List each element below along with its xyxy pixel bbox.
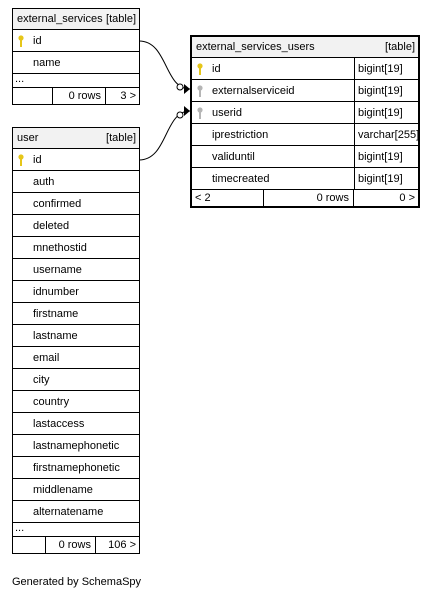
primary-key-icon (197, 63, 203, 75)
column-name: id (33, 35, 42, 47)
column-name: alternatename (33, 506, 104, 518)
table-footer (13, 537, 139, 553)
column-row[interactable] (13, 281, 139, 303)
table-footer (192, 190, 418, 206)
column-row[interactable] (13, 347, 139, 369)
column-row[interactable] (13, 30, 139, 52)
column-row[interactable] (13, 501, 139, 523)
column-row[interactable] (192, 168, 418, 190)
more-columns-ellipsis: ... (13, 74, 139, 88)
table-header[interactable] (192, 37, 418, 58)
table-external-services-users[interactable] (190, 35, 420, 208)
column-type: varchar[255] (354, 124, 418, 146)
row-count: 0 rows (46, 537, 96, 553)
link-user-to-userid (139, 111, 190, 160)
column-name: lastaccess (33, 418, 85, 430)
row-count: 0 rows (53, 88, 106, 104)
column-name: iprestriction (212, 129, 269, 141)
table-user[interactable] (12, 127, 140, 554)
column-name: mnethostid (33, 242, 87, 254)
child-count[interactable]: 3 > (120, 90, 136, 102)
table-external-services[interactable] (12, 8, 140, 105)
row-count: 0 rows (264, 190, 354, 206)
column-row[interactable] (13, 479, 139, 501)
column-row[interactable] (13, 193, 139, 215)
column-name: confirmed (33, 198, 82, 210)
foreign-key-icon (197, 85, 203, 97)
column-name: lastnamephonetic (33, 440, 120, 452)
table-kind: [table] (385, 41, 415, 53)
column-type: bigint[19] (354, 146, 418, 168)
child-count[interactable]: 106 > (108, 539, 136, 551)
column-row[interactable] (13, 52, 139, 74)
child-count[interactable]: 0 > (399, 192, 415, 204)
column-type: bigint[19] (354, 102, 418, 124)
column-name: city (33, 374, 50, 386)
link-external-services-to-externalserviceid (139, 41, 190, 89)
column-name: country (33, 396, 70, 408)
column-name: firstnamephonetic (33, 462, 120, 474)
table-kind: [table] (106, 13, 136, 25)
table-footer (13, 88, 139, 104)
column-row[interactable] (13, 149, 139, 171)
zero-or-one-marker (177, 112, 183, 118)
column-name: middlename (33, 484, 93, 496)
parent-count[interactable]: < 2 (192, 190, 264, 206)
column-name: lastname (33, 330, 78, 342)
column-row[interactable] (13, 435, 139, 457)
table-name: external_services (17, 13, 103, 25)
column-row[interactable] (13, 413, 139, 435)
column-name: idnumber (33, 286, 79, 298)
primary-key-icon (18, 154, 24, 166)
column-name: externalserviceid (212, 85, 295, 97)
column-row[interactable] (192, 124, 418, 146)
column-row[interactable] (192, 58, 418, 80)
table-header[interactable] (13, 128, 139, 149)
column-type: bigint[19] (354, 168, 418, 190)
column-name: validuntil (212, 151, 255, 163)
column-row[interactable] (13, 369, 139, 391)
column-row[interactable] (13, 171, 139, 193)
column-type: bigint[19] (354, 80, 418, 102)
column-row[interactable] (13, 215, 139, 237)
column-row[interactable] (13, 325, 139, 347)
column-name: userid (212, 107, 242, 119)
primary-key-icon (18, 35, 24, 47)
column-name: deleted (33, 220, 70, 232)
foreign-key-icon (197, 107, 203, 119)
column-name: firstname (33, 308, 79, 320)
column-row[interactable] (192, 80, 418, 102)
column-name: name (33, 57, 61, 69)
column-row[interactable] (192, 102, 418, 124)
column-row[interactable] (13, 303, 139, 325)
column-row[interactable] (13, 457, 139, 479)
column-name: auth (33, 176, 55, 188)
more-columns-ellipsis: ... (13, 523, 139, 537)
column-row[interactable] (13, 259, 139, 281)
column-row[interactable] (13, 237, 139, 259)
column-row[interactable] (192, 146, 418, 168)
table-name: external_services_users (196, 41, 315, 53)
generated-by-credit: Generated by SchemaSpy (12, 576, 142, 588)
column-name: email (33, 352, 60, 364)
column-name: timecreated (212, 173, 270, 185)
column-name: id (212, 63, 221, 75)
column-name: username (33, 264, 82, 276)
table-name: user (17, 132, 39, 144)
column-row[interactable] (13, 391, 139, 413)
zero-or-one-marker (177, 84, 183, 90)
table-header[interactable] (13, 9, 139, 30)
table-kind: [table] (106, 132, 136, 144)
column-type: bigint[19] (354, 58, 418, 80)
column-name: id (33, 154, 42, 166)
